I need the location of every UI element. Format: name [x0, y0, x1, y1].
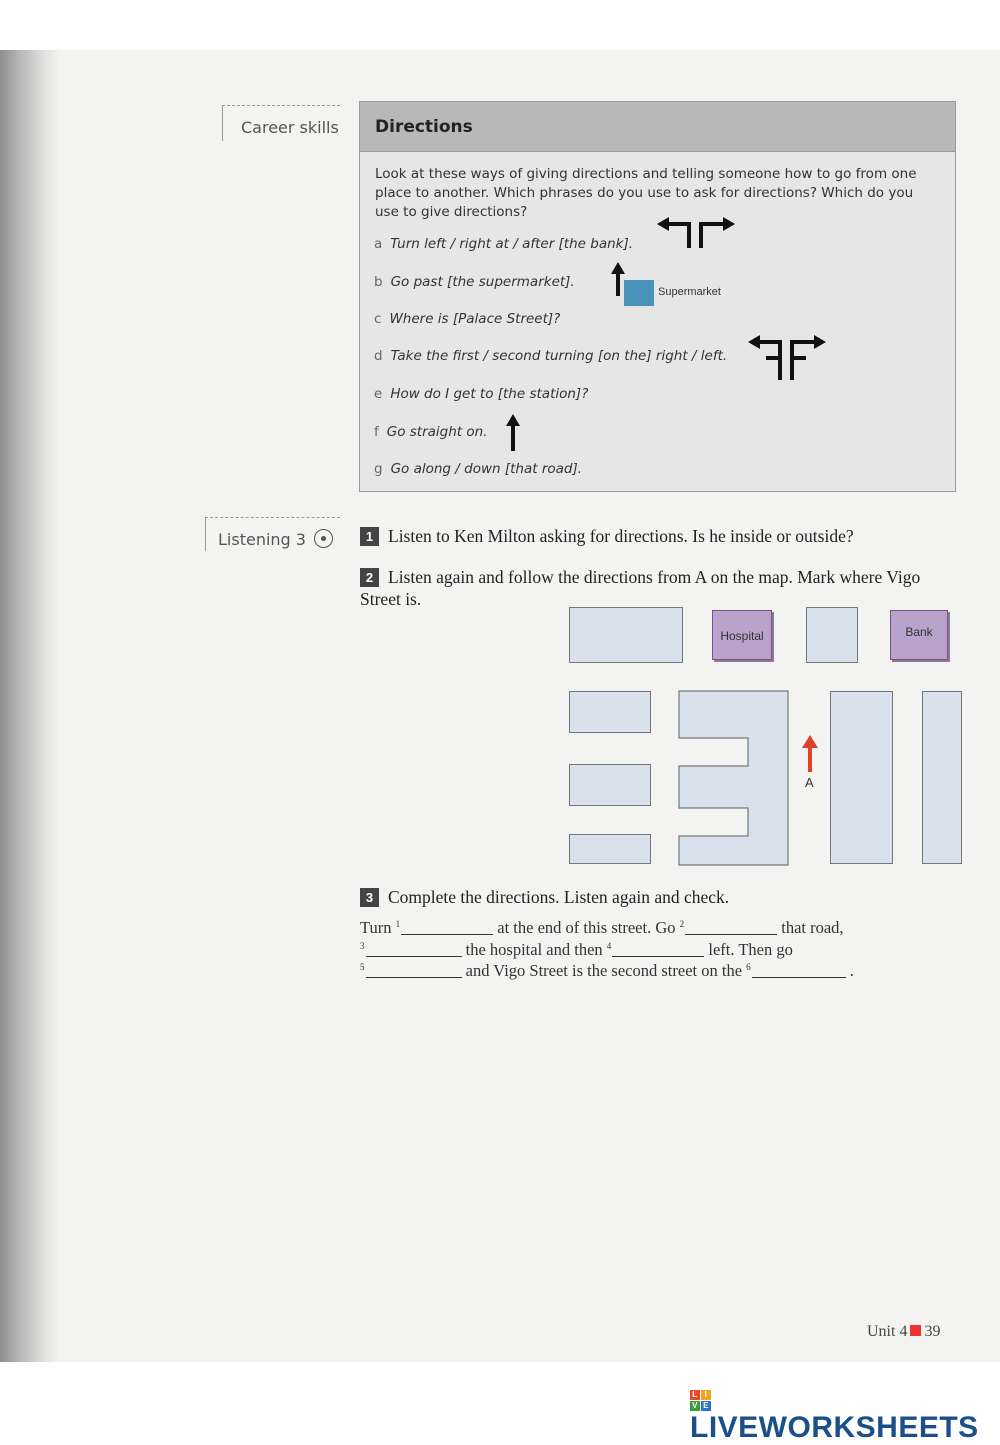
- liveworksheets-text: LIVEWORKSHEETS: [690, 1411, 979, 1444]
- page-footer: [867, 1323, 940, 1341]
- street-map[interactable]: [566, 604, 960, 866]
- blank-1[interactable]: [401, 920, 493, 935]
- phrase-b: b Go past [the supermarket].: [374, 274, 575, 290]
- liveworksheets-mark-icon: L I V E: [690, 1390, 711, 1411]
- exercise-3: [360, 887, 956, 908]
- exercise-text: Listen to Ken Milton asking for directions. Is he inside or outside?: [388, 526, 854, 546]
- phrase-g: g Go along / down [that road].: [374, 461, 583, 477]
- exercise-number: 1: [360, 527, 379, 546]
- blank-6[interactable]: [752, 963, 846, 978]
- directions-box: [359, 101, 956, 492]
- map-comb-block: [678, 690, 790, 866]
- cd-audio-icon[interactable]: [314, 529, 333, 548]
- fill-line-2: $^3$ the hospital and then $^4$ left. Then go: [360, 940, 793, 959]
- fill-line-1: Turn $^1$ at the end of this street. Go $^2$ that road,: [360, 918, 844, 937]
- supermarket-label: Supermarket: [658, 286, 721, 298]
- map-block: [830, 691, 893, 864]
- supermarket-square: [624, 280, 654, 306]
- listening-label: [205, 517, 340, 551]
- phrase-e: e How do I get to [the station]?: [374, 386, 589, 402]
- start-point-label: A: [805, 775, 814, 790]
- phrase-a: a Turn left / right at / after [the bank].: [374, 236, 634, 252]
- blank-5[interactable]: [366, 963, 462, 978]
- turn-left-right-icon: [655, 214, 739, 250]
- hospital-building: Hospital: [712, 610, 772, 660]
- liveworksheets-logo: [690, 1373, 1000, 1445]
- directions-title: Directions: [360, 102, 955, 152]
- start-arrow-icon: [799, 735, 821, 773]
- unit-label: Unit 4: [867, 1323, 908, 1340]
- career-skills-text: Career skills: [241, 118, 339, 137]
- red-square-icon: [910, 1325, 921, 1336]
- blank-3[interactable]: [366, 942, 462, 957]
- fill-line-3: $^5$ and Vigo Street is the second street on the $^6$ .: [360, 961, 854, 980]
- phrase-d: d Take the first / second turning [on the] right / left.: [374, 348, 728, 364]
- map-block: [569, 764, 651, 806]
- go-straight-arrow-icon: [503, 414, 523, 452]
- listening-text: Listening 3: [218, 530, 306, 549]
- exercise-1: [360, 526, 956, 547]
- map-block: [569, 691, 651, 733]
- exercise-number: 3: [360, 888, 379, 907]
- exercise-text: Listen again and follow the directions from A on the map. Mark where Vigo Street is.: [360, 567, 921, 609]
- directions-intro: Look at these ways of giving directions and telling someone how to go from one place to another. Which phrases do you use to ask for directions? Which do you use to give directions?: [375, 166, 917, 220]
- phrase-f: f Go straight on.: [374, 424, 488, 440]
- blank-4[interactable]: [612, 942, 704, 957]
- exercise-number: 2: [360, 568, 379, 587]
- book-spine-shadow: [0, 50, 60, 1362]
- map-block: [806, 607, 858, 663]
- exercise-text: Complete the directions. Listen again and check.: [388, 887, 730, 907]
- bank-building: Bank: [890, 610, 948, 660]
- page-number: 39: [924, 1323, 941, 1340]
- map-block: [569, 607, 683, 663]
- blank-2[interactable]: [685, 920, 777, 935]
- career-skills-label: [222, 105, 340, 141]
- phrase-c: c Where is [Palace Street]?: [374, 311, 561, 327]
- map-block: [922, 691, 962, 864]
- map-block: [569, 834, 651, 864]
- turning-arrows-icon: [746, 332, 830, 382]
